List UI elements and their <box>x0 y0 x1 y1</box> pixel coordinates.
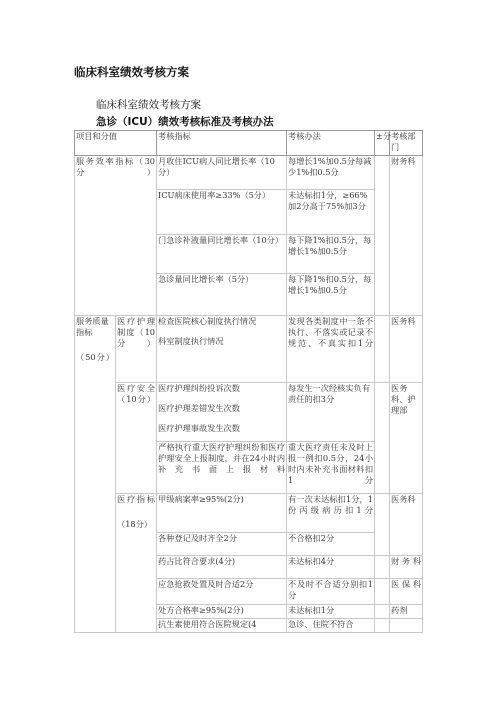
indicator-line: 医疗护理差错发生次数 <box>158 403 240 413</box>
plusminus-cell <box>375 579 390 605</box>
method-cell: 未达标扣4分 <box>287 556 375 579</box>
method-cell: 未达标扣1分 <box>287 605 375 619</box>
indicator-line: 科室制度执行情况 <box>158 336 224 346</box>
document-title: 临床科室绩效考核方案 <box>74 65 189 79</box>
group-service-quality-label: 服务质量指标 <box>76 316 109 337</box>
group-medical-indicators <box>116 494 157 633</box>
method-cell: 每下降1%扣0.5分，每增长1%加0.5分 <box>287 274 375 316</box>
header-item: 项目和分值 <box>75 131 157 156</box>
dept-cell: 财务科 <box>390 156 423 316</box>
plusminus-cell <box>375 605 390 619</box>
indicator-cell <box>157 316 287 383</box>
table-row <box>75 494 423 533</box>
group-service-efficiency: 服务效率指标（30分） <box>75 156 157 316</box>
method-cell: 急诊、住院不符合 <box>287 619 375 633</box>
dept-cell: 医务科 <box>390 316 423 383</box>
indicator-cell: 应急抢救处置及时合适2分 <box>157 579 287 605</box>
dept-cell: 医务科、护理部 <box>390 383 423 494</box>
plusminus-cell <box>375 494 390 556</box>
plusminus-cell <box>375 556 390 579</box>
indicator-line: 检查医院核心制度执行情况 <box>158 316 257 326</box>
indicator-cell: 急诊量同比增长率（5分） <box>157 274 287 316</box>
group-nursing-system: 医疗护理制度（10分） <box>116 316 157 383</box>
method-cell: 不合格扣2分 <box>287 533 375 556</box>
method-cell: 每增长1%加0.5分每减少1%扣0.5分 <box>287 156 375 190</box>
plusminus-cell <box>375 383 390 494</box>
header-plusminus: ±分 <box>375 131 390 156</box>
indicator-cell: 处方合格率≥95%(2分) <box>157 605 287 619</box>
dept-cell <box>390 619 423 633</box>
method-cell: 未达标扣1分，≥66%加2分高于75%加3分 <box>287 190 375 235</box>
method-cell: 有一次未达标扣1分，1份丙级病历扣1分 <box>287 494 375 533</box>
method-cell: 重大医疗责任未及时上报一例扣0.5分，24小时内未补充书面材料扣1分 <box>287 442 375 494</box>
dept-cell: 医保科 <box>390 579 423 605</box>
table-header-row <box>75 131 423 156</box>
indicator-line: 医疗护理事故发生次数 <box>158 423 240 433</box>
indicator-cell <box>157 383 287 442</box>
indicator-cell: 门急诊补液量同比增长率（10分） <box>157 235 287 274</box>
indicator-cell: 药占比符合要求(4分) <box>157 556 287 579</box>
group-medical-indicators-label: 医疗指标 <box>117 494 156 504</box>
group-service-quality <box>75 316 116 633</box>
table-row <box>75 156 423 190</box>
indicator-cell: 抗生素使用符合医院规定(4 <box>157 619 287 633</box>
plusminus-cell <box>375 156 390 316</box>
document-subtitle: 临床科室绩效考核方案 <box>96 99 201 111</box>
indicator-cell: 严格执行重大医疗护理纠纷和医疗护理安全上报制度，并在24小时内补充书面上报材料 <box>157 442 287 494</box>
method-cell: 不及时不合适分别扣1分 <box>287 579 375 605</box>
header-method: 考核办法 <box>287 131 375 156</box>
dept-cell: 药剂 <box>390 605 423 619</box>
indicator-cell: 甲级病案率≥95%(2分) <box>157 494 287 533</box>
indicator-cell: 月收住ICU病人同比增长率（10分） <box>157 156 287 190</box>
method-cell: 每下降1%扣0.5分，每增长1%加0.5分 <box>287 235 375 274</box>
assessment-table <box>74 130 423 633</box>
table-heading: 急诊（ICU）绩效考核标准及考核办法 <box>96 116 274 128</box>
table-row <box>75 383 423 442</box>
method-cell: 发现各类制度中一条不执行、不落实或记录不规范、不真实扣1分 <box>287 316 375 383</box>
group-medical-indicators-points: （18分） <box>117 519 152 529</box>
group-medical-safety: 医疗安全（10分） <box>116 383 157 494</box>
dept-cell: 财务科 <box>390 556 423 579</box>
dept-cell: 医务科 <box>390 494 423 556</box>
indicator-cell: ICU病床使用率≥33%（5分） <box>157 190 287 235</box>
indicator-cell: 各种登记及时齐全2分 <box>157 533 287 556</box>
header-indicator: 考核指标 <box>157 131 287 156</box>
plusminus-cell <box>375 316 390 383</box>
header-dept: 考核部门 <box>390 131 423 156</box>
indicator-line: 医疗护理纠纷投诉次数 <box>158 383 240 393</box>
group-service-quality-points: （50分） <box>76 352 114 362</box>
table-row <box>75 316 423 383</box>
method-cell: 每发生一次经核实负有责任的扣3分 <box>287 383 375 442</box>
plusminus-cell <box>375 619 390 633</box>
